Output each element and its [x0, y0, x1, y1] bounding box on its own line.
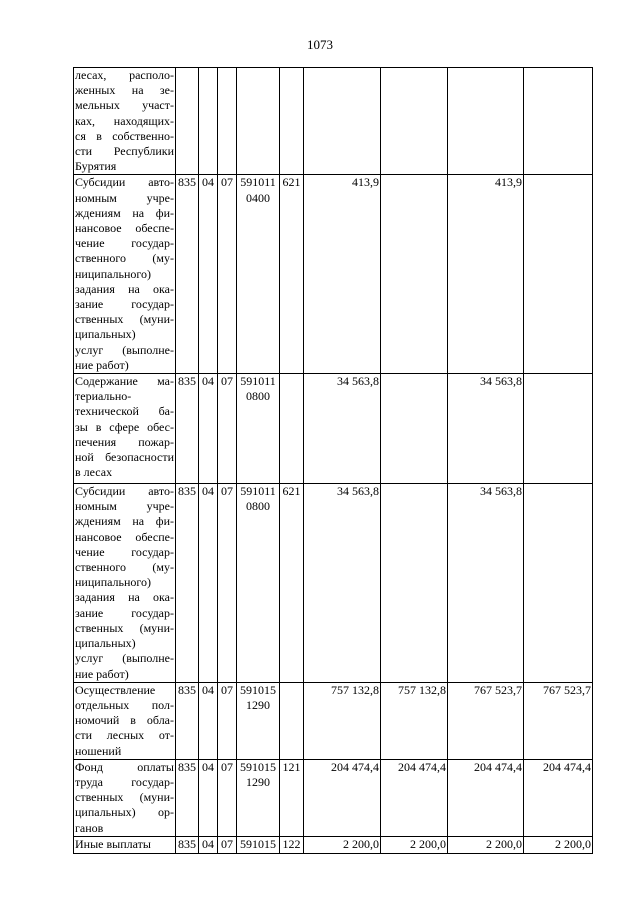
expense-name-line: ственных (муни-	[75, 312, 174, 327]
expense-name-line: номным учре-	[75, 499, 174, 514]
expense-name-line: ние работ)	[75, 666, 129, 681]
expense-name-cell	[74, 374, 176, 484]
amount-cell: 2 200,0	[381, 836, 448, 853]
target-article-cell: 591011 0400	[237, 175, 280, 374]
expense-name-line: ственных (муни-	[75, 790, 174, 805]
expense-type-cell: 121	[280, 759, 304, 836]
amount-cell	[304, 68, 381, 175]
amount-cell: 34 563,8	[448, 484, 524, 683]
expense-name-line: номочий в обла-	[75, 713, 174, 728]
expense-name-cell	[74, 682, 176, 759]
target-article-cell: 591015	[237, 836, 280, 853]
expense-name-line: ждениям на фи-	[75, 514, 174, 529]
amount-cell: 767 523,7	[448, 682, 524, 759]
expense-name-line: зы в сфере обес-	[75, 419, 174, 434]
expense-name-line: Бурятия	[75, 159, 117, 174]
expense-name-line: чение государ-	[75, 544, 174, 559]
page-number: 1073	[307, 37, 333, 52]
expense-name-line: женных на зе-	[75, 83, 174, 98]
subsection-code-cell: 07	[218, 682, 237, 759]
amount-cell: 413,9	[448, 175, 524, 374]
amount-cell: 2 200,0	[524, 836, 593, 853]
expense-name-line: нансовое обеспе-	[75, 221, 174, 236]
expense-name-line: мельных участ-	[75, 98, 174, 113]
expense-name-line: ниципального)	[75, 575, 152, 590]
expense-name-line: услуг (выполне-	[75, 651, 174, 666]
expense-name-line: зание государ-	[75, 297, 174, 312]
amount-cell	[524, 374, 593, 484]
expense-type-cell: 621	[280, 175, 304, 374]
target-article-cell: 591011 0800	[237, 484, 280, 683]
expense-name-line: нансовое обеспе-	[75, 529, 174, 544]
amount-cell	[381, 374, 448, 484]
subsection-code-cell: 07	[218, 374, 237, 484]
table-row	[74, 374, 593, 484]
ministry-code-cell: 835	[176, 374, 199, 484]
table-row	[74, 484, 593, 683]
table-row	[74, 682, 593, 759]
expense-type-cell	[280, 682, 304, 759]
amount-cell	[381, 175, 448, 374]
expense-name-line: ципальных) ор-	[75, 805, 174, 820]
amount-cell: 204 474,4	[381, 759, 448, 836]
amount-cell	[448, 68, 524, 175]
amount-cell: 2 200,0	[448, 836, 524, 853]
expense-type-cell: 122	[280, 836, 304, 853]
amount-cell: 204 474,4	[524, 759, 593, 836]
amount-cell: 34 563,8	[448, 374, 524, 484]
subsection-code-cell: 07	[218, 759, 237, 836]
expense-name-cell	[74, 175, 176, 374]
expense-name-line: труда государ-	[75, 774, 174, 789]
expense-name-line: сти Республики	[75, 144, 174, 159]
section-code-cell: 04	[199, 175, 218, 374]
expense-name-line: сти лесных от-	[75, 728, 174, 743]
amount-cell: 413,9	[304, 175, 381, 374]
expense-name-line: териально-	[75, 389, 132, 404]
section-code-cell: 04	[199, 682, 218, 759]
subsection-code-cell	[218, 68, 237, 175]
expense-name-line: ниципального)	[75, 266, 152, 281]
expense-name-line: ждениям на фи-	[75, 205, 174, 220]
expense-name-line: лесах, располо-	[75, 68, 174, 82]
expense-name-line: ственных (муни-	[75, 620, 174, 635]
subsection-code-cell: 07	[218, 484, 237, 683]
amount-cell: 757 132,8	[381, 682, 448, 759]
expense-type-cell: 621	[280, 484, 304, 683]
expense-type-cell	[280, 68, 304, 175]
ministry-code-cell: 835	[176, 759, 199, 836]
expense-name-line: Иные выплаты	[75, 836, 151, 851]
amount-cell: 757 132,8	[304, 682, 381, 759]
expense-name-line: отдельных пол-	[75, 697, 174, 712]
target-article-cell: 591011 0800	[237, 374, 280, 484]
expense-name-line: ках, находящих-	[75, 113, 174, 128]
ministry-code-cell: 835	[176, 175, 199, 374]
expense-name-line: задания на ока-	[75, 590, 174, 605]
expense-name-line: ственного (му-	[75, 251, 174, 266]
expense-name-line: ной безопасности	[75, 450, 174, 465]
ministry-code-cell: 835	[176, 836, 199, 853]
expense-name-line: ципальных)	[75, 636, 136, 651]
expense-name-cell	[74, 484, 176, 683]
budget-table	[73, 67, 593, 854]
expense-name-line: Субсидии авто-	[75, 175, 174, 190]
section-code-cell: 04	[199, 484, 218, 683]
expense-name-line: ципальных)	[75, 327, 136, 342]
table-row	[74, 836, 593, 853]
expense-name-line: ношений	[75, 743, 122, 758]
expense-name-line: ганов	[75, 820, 104, 835]
expense-name-line: услуг (выполне-	[75, 342, 174, 357]
ministry-code-cell: 835	[176, 484, 199, 683]
amount-cell: 204 474,4	[448, 759, 524, 836]
table-row	[74, 175, 593, 374]
target-article-cell	[237, 68, 280, 175]
expense-name-line: Осуществление	[75, 682, 156, 697]
amount-cell: 34 563,8	[304, 484, 381, 683]
table-row	[74, 68, 593, 175]
target-article-cell: 591015 1290	[237, 759, 280, 836]
section-code-cell: 04	[199, 836, 218, 853]
amount-cell	[524, 68, 593, 175]
expense-name-line: Субсидии авто-	[75, 484, 174, 499]
section-code-cell	[199, 68, 218, 175]
expense-name-line: чение государ-	[75, 236, 174, 251]
amount-cell	[381, 484, 448, 683]
table-row	[74, 759, 593, 836]
section-code-cell: 04	[199, 759, 218, 836]
expense-name-cell	[74, 759, 176, 836]
amount-cell: 2 200,0	[304, 836, 381, 853]
expense-name-cell	[74, 836, 176, 853]
expense-name-cell	[74, 68, 176, 175]
expense-name-line: печения пожар-	[75, 434, 174, 449]
expense-type-cell	[280, 374, 304, 484]
subsection-code-cell: 07	[218, 175, 237, 374]
expense-name-line: технической ба-	[75, 404, 174, 419]
expense-name-line: ственного (му-	[75, 560, 174, 575]
amount-cell	[381, 68, 448, 175]
amount-cell: 767 523,7	[524, 682, 593, 759]
expense-name-line: ние работ)	[75, 357, 129, 372]
target-article-cell: 591015 1290	[237, 682, 280, 759]
ministry-code-cell: 835	[176, 682, 199, 759]
amount-cell	[524, 484, 593, 683]
expense-name-line: задания на ока-	[75, 281, 174, 296]
expense-name-line: Фонд оплаты	[75, 759, 174, 774]
expense-name-line: зание государ-	[75, 605, 174, 620]
expense-name-line: номным учре-	[75, 190, 174, 205]
expense-name-line: ся в собственно-	[75, 128, 174, 143]
table-body	[74, 68, 593, 854]
expense-name-line: в лесах	[75, 465, 113, 480]
expense-name-line: Содержание ма-	[75, 374, 174, 389]
section-code-cell: 04	[199, 374, 218, 484]
subsection-code-cell: 07	[218, 836, 237, 853]
amount-cell: 204 474,4	[304, 759, 381, 836]
ministry-code-cell	[176, 68, 199, 175]
amount-cell	[524, 175, 593, 374]
amount-cell: 34 563,8	[304, 374, 381, 484]
